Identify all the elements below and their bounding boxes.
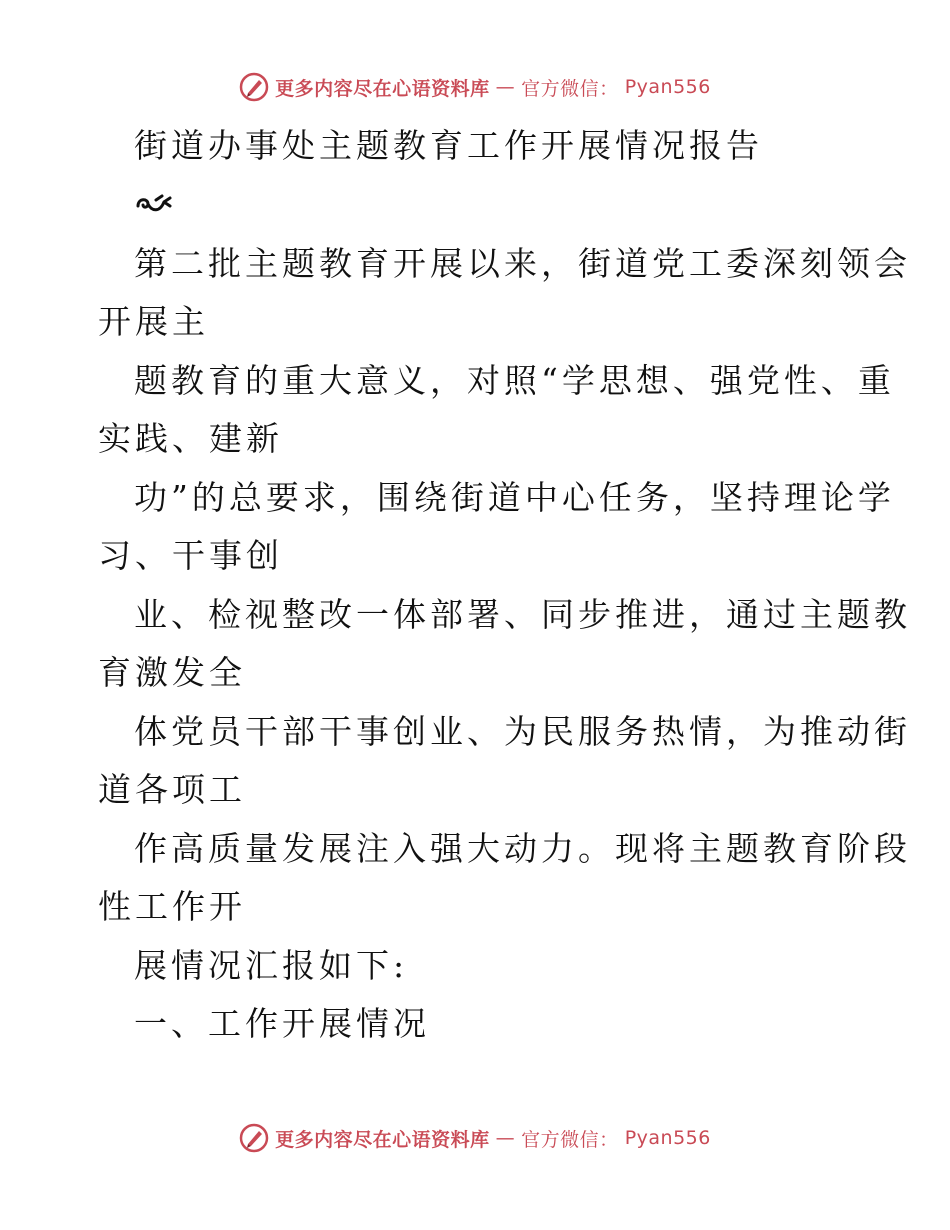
paragraph-line: 实践、建新 [98,419,283,458]
paragraph-line: 体党员干部干事创业、为民服务热情，为推动街 [134,712,911,751]
header-watermark [0,72,950,102]
paragraph-line: 题教育的重大意义，对照“学思想、强党性、重 [134,361,895,400]
watermark-wechat-label: 官方微信： [521,77,619,100]
paragraph-line: 展情况汇报如下: [134,946,409,985]
watermark-wechat-label: 官方微信： [521,1128,619,1151]
watermark-separator: — [495,76,516,98]
section-heading: 一、工作开展情况 [134,1004,430,1043]
pen-logo-icon [239,1123,269,1153]
paragraph-line: 功”的总要求，围绕街道中心任务，坚持理论学 [134,478,895,517]
paragraph-line: 习、干事创 [98,536,283,575]
watermark-separator: — [495,1127,516,1149]
document-title: 街道办事处主题教育工作开展情况报告 [134,126,763,165]
pen-logo-icon [239,72,269,102]
watermark-wechat-id: Pyan556 [624,76,711,98]
paragraph-line: 道各项工 [98,770,246,809]
paragraph-line: 第二批主题教育开展以来，街道党工委深刻领会 [134,244,911,283]
watermark-wechat-id: Pyan556 [624,1127,711,1149]
paragraph-line: 开展主 [98,302,209,341]
paragraph-line: 作高质量发展注入强大动力。现将主题教育阶段 [134,829,911,868]
watermark-main-text: 更多内容尽在心语资料库 [275,1128,490,1151]
paragraph-line: 育激发全 [98,653,246,692]
paragraph-line: 业、检视整改一体部署、同步推进，通过主题教 [134,595,911,634]
footer-watermark [0,1123,950,1153]
paragraph-line: 性工作开 [98,887,246,926]
decorative-flourish-icon [134,192,172,216]
watermark-main-text: 更多内容尽在心语资料库 [275,77,490,100]
